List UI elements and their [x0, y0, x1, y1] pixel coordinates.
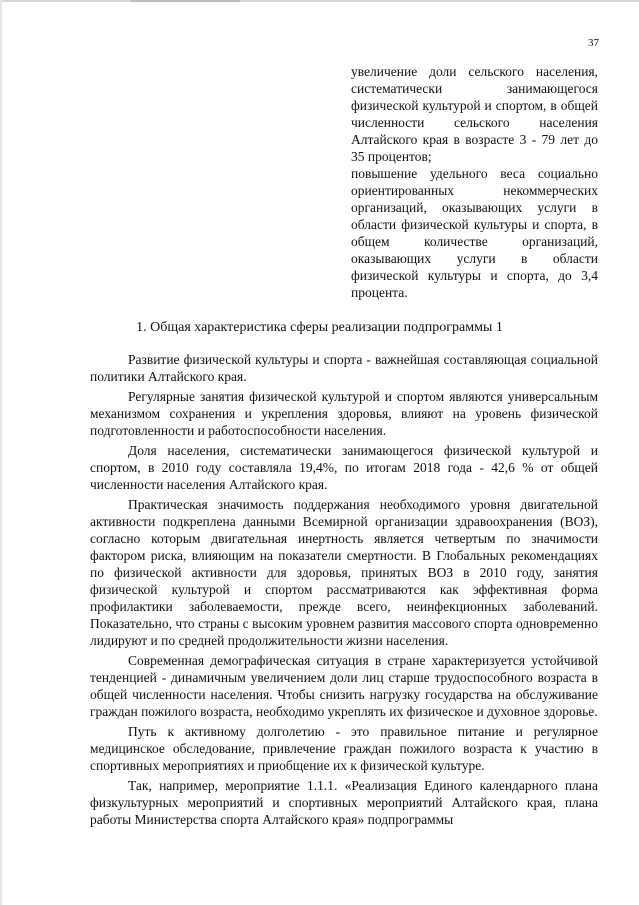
- paragraph: Современная демографическая ситуация в стране характеризуется устойчивой тенденцией - динамичным увеличением доли лиц старше трудоспособного возраста в общей численности населения. Чтобы снизить нагрузку государства на обслуживание граждан пожилого возраста, необходимо укреплять их физическое и духовное здоровье.: [90, 653, 598, 719]
- indicator-item: повышение удельного веса социально ориентированных некоммерческих организаций, оказывающих услуги в области физической культуры и спорта, в общем количестве организаций, оказывающих услуги в области физической культуры и спорта, до 3,4 процента.: [351, 166, 598, 300]
- scan-top-edge: [0, 0, 639, 2]
- paragraph: Регулярные занятия физической культурой и спортом являются универсальным механизмом сохранения и укрепления здоровья, влияют на уровень физической подготовленности и работоспособности населения.: [90, 389, 598, 438]
- paragraph: Развитие физической культуры и спорта - важнейшая составляющая социальной политики Алтайского края.: [90, 352, 598, 384]
- section-title: 1. Общая характеристика сферы реализации подпрограммы 1: [136, 320, 503, 335]
- indicator-item: увеличение доли сельского населения, систематически занимающегося физической культурой и спортом, в общей численности сельского населения Алтайского края в возрасте 3 - 79 лет до 35 процентов;: [351, 64, 598, 164]
- indicator-list: [351, 63, 598, 301]
- paragraph: Путь к активному долголетию - это правильное питание и регулярное медицинское обследование, привлечение граждан пожилого возраста к участию в спортивных мероприятиях и приобщение их к физической культуре.: [90, 724, 598, 773]
- scan-mark: [130, 0, 240, 2]
- paragraph: Так, например, мероприятие 1.1.1. «Реализация Единого календарного плана физкультурных мероприятий и спортивных мероприятий Алтайского края, плана работы Министерства спорта Алтайского края» подпрограммы: [90, 778, 598, 827]
- paragraph: Практическая значимость поддержания необходимого уровня двигательной активности подкреплена данными Всемирной организации здравоохранения (ВОЗ), согласно которым двигательная инертность является четвертым по значимости фактором риска, влияющим на показатели смертности. В Глобальных рекомендациях по физической активности для здоровья, принятых ВОЗ в 2010 году, занятия физической культурой и спортом рассматриваются как эффективная форма профилактики заболеваемости, прежде всего, неинфекционных заболеваний. Показательно, что страны с высоким уровнем развития массового спорта одновременно лидируют и по средней продолжительности жизни населения.: [90, 497, 598, 648]
- paragraph: Доля населения, систематически занимающегося физической культурой и спортом, в 2010 году составляла 19,4%, по итогам 2018 года - 42,6 % от общей численности населения Алтайского края.: [90, 443, 598, 492]
- page-number: 37: [588, 37, 599, 49]
- body-text: [90, 351, 598, 831]
- scan-left-edge: [0, 0, 2, 905]
